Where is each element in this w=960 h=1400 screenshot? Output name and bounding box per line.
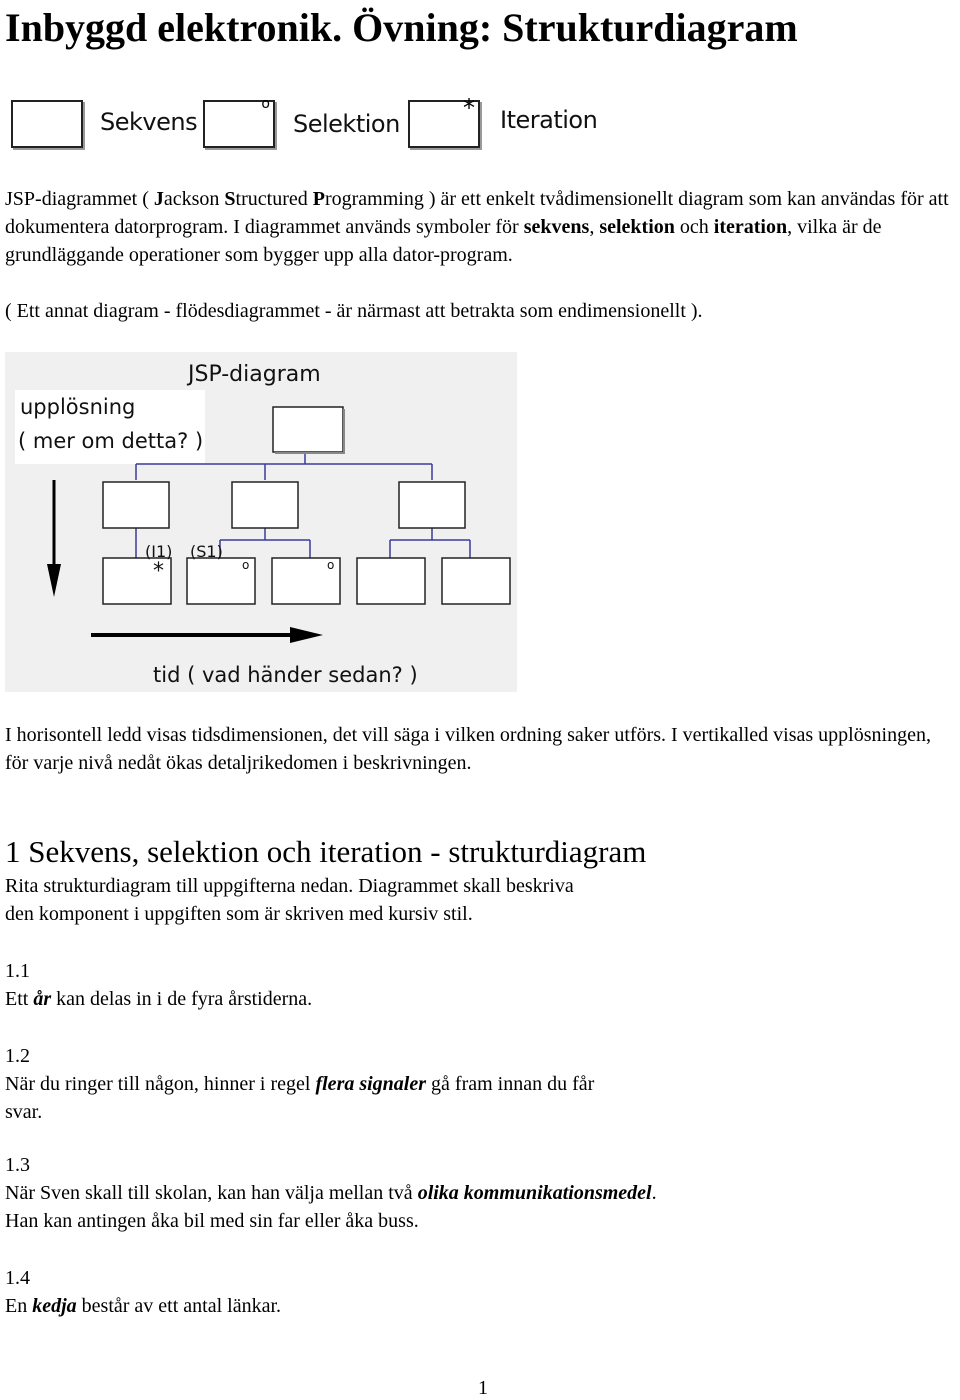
resolution-label: upplösning xyxy=(20,395,136,419)
task-number: 1.1 xyxy=(5,960,30,982)
intro-paragraph: JSP-diagrammet ( Jackson Structured Programming ) är ett enkelt tvådimensionellt diagram som kan användas för att dokumentera datorprogram. I diagrammet används symboler för sekvens, selektion och iteration, vilka är de grundläggande operationer som bygger upp alla dator-program. xyxy=(5,188,949,266)
jsp-diagram xyxy=(5,352,517,692)
selection-marker-icon: o xyxy=(242,558,250,572)
page-number: 1 xyxy=(478,1377,488,1399)
section-intro-line2: den komponent i uppgiften som är skriven med kursiv stil. xyxy=(5,903,473,925)
task-text: En kedja består av ett antal länkar. xyxy=(5,1295,282,1317)
task-text: Ett år kan delas in i de fyra årstiderna. xyxy=(5,988,313,1010)
diagram-title: JSP-diagram xyxy=(188,362,321,387)
symbol-legend xyxy=(0,90,620,160)
iteration-marker-icon: * xyxy=(463,94,475,122)
task-text-line2: Han kan antingen åka bil med sin far eller åka buss. xyxy=(5,1210,419,1232)
intro-note: ( Ett annat diagram - flödesdiagrammet - är närmast att betrakta som endimensionellt ). xyxy=(5,300,703,322)
resolution-question: ( mer om detta? ) xyxy=(18,429,204,453)
level1-box xyxy=(103,482,169,528)
task-1-1 xyxy=(5,957,955,1013)
task-text-line2: svar. xyxy=(5,1101,43,1123)
selection-symbol xyxy=(203,96,275,148)
iteration-label: Iteration xyxy=(500,106,598,134)
level1-box xyxy=(399,482,465,528)
task-1-3 xyxy=(5,1151,955,1235)
root-box xyxy=(273,407,343,452)
level2-box xyxy=(442,558,510,604)
explanation-paragraph: I horisontell ledd visas tidsdimensionen, det vill säga i vilken ordning saker utförs. I vertikalled visas upplösningen, för varje nivå nedåt ökas detaljrikedomen i beskrivningen. xyxy=(5,724,931,774)
sequence-symbol xyxy=(11,100,83,148)
iteration-marker-icon: * xyxy=(153,559,164,584)
task-1-2 xyxy=(5,1042,955,1126)
label-s1: (S1) xyxy=(190,542,223,561)
task-number: 1.4 xyxy=(5,1267,30,1289)
selection-label: Selektion xyxy=(293,110,400,138)
selection-marker-icon: o xyxy=(327,558,335,572)
task-text: När Sven skall till skolan, kan han välja mellan två olika kommunikationsmedel. xyxy=(5,1182,657,1204)
task-number: 1.3 xyxy=(5,1154,30,1176)
iteration-symbol xyxy=(408,94,480,148)
section-heading: 1 Sekvens, selektion och iteration - strukturdiagram xyxy=(5,834,647,869)
page-title: Inbyggd elektronik. Övning: Strukturdiagram xyxy=(5,5,798,50)
task-1-4 xyxy=(5,1264,955,1320)
section-intro-line1: Rita strukturdiagram till uppgifterna nedan. Diagrammet skall beskriva xyxy=(5,875,574,897)
task-number: 1.2 xyxy=(5,1045,30,1067)
task-text: När du ringer till någon, hinner i regel flera signaler gå fram innan du får xyxy=(5,1073,595,1095)
level2-box xyxy=(357,558,425,604)
label-i1: (I1) xyxy=(145,542,173,561)
level1-box xyxy=(232,482,298,528)
sequence-label: Sekvens xyxy=(100,108,198,136)
time-label: tid ( vad händer sedan? ) xyxy=(153,663,418,687)
selection-marker-icon: o xyxy=(261,96,270,112)
